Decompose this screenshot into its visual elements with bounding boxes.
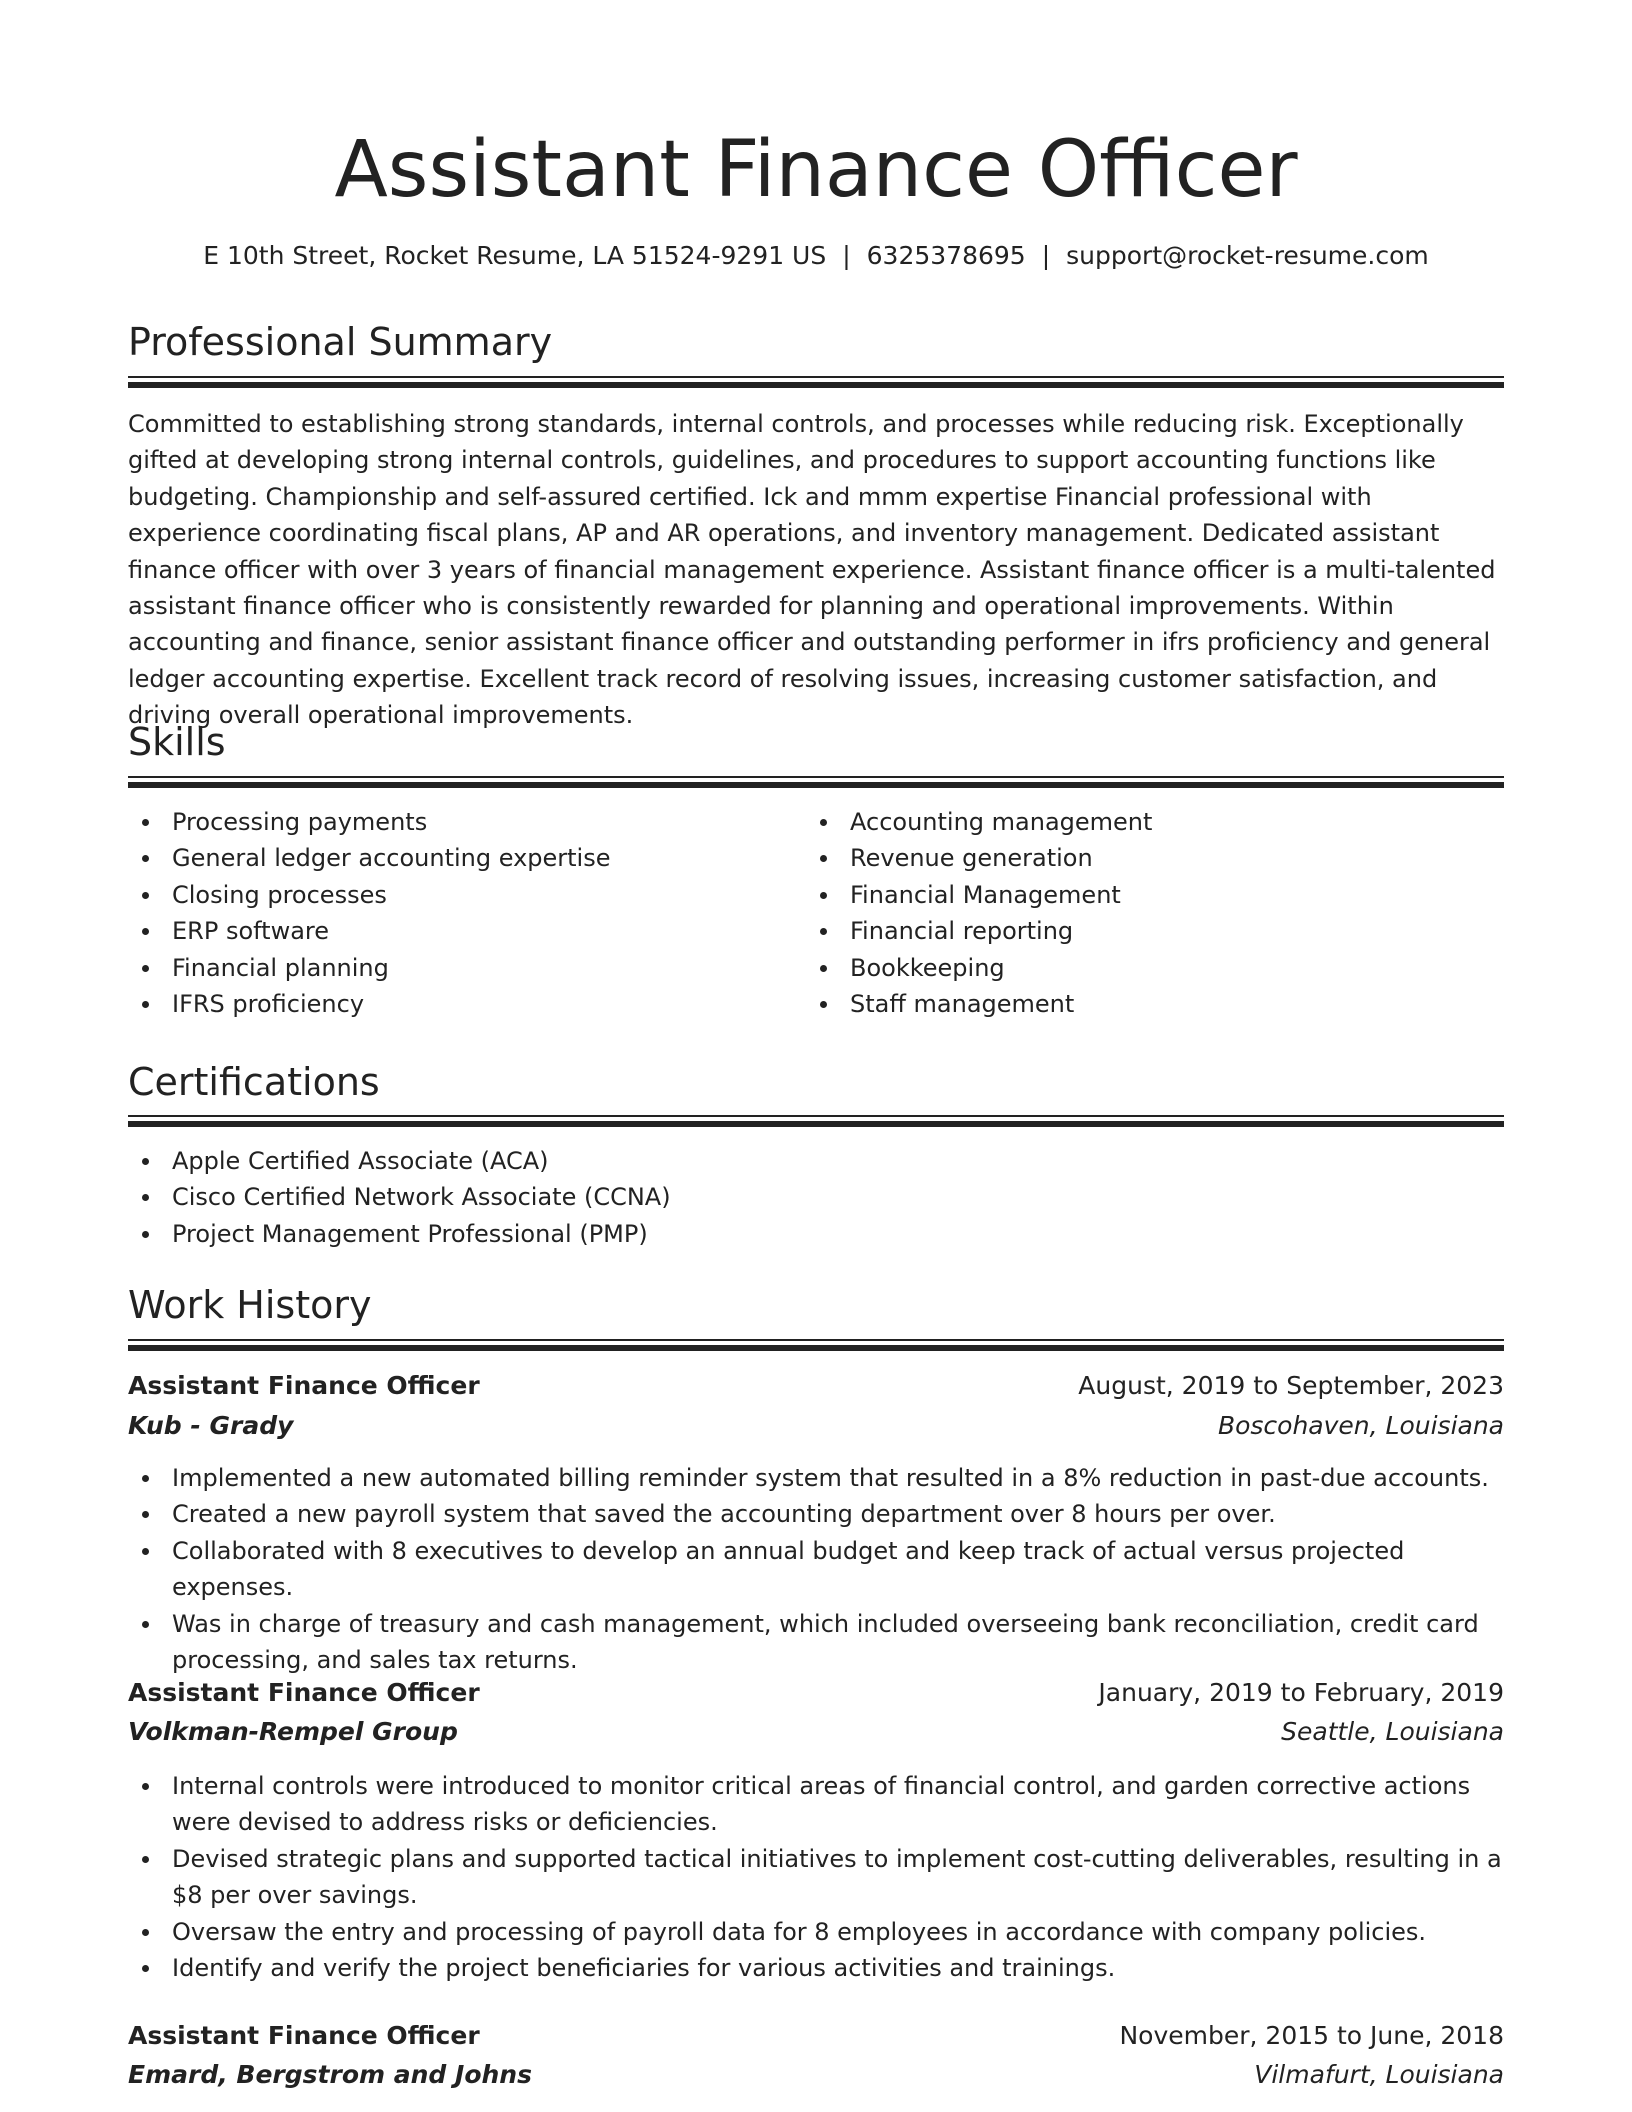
skill-item: General ledger accounting expertise	[128, 840, 788, 876]
section-title-summary: Professional Summary	[128, 320, 553, 364]
section-divider	[128, 1339, 1504, 1351]
certification-item: Project Management Professional (PMP)	[128, 1216, 1504, 1252]
contact-phone: 6325378695	[866, 241, 1026, 270]
certification-item: Apple Certified Associate (ACA)	[128, 1143, 1504, 1179]
skill-item: Accounting management	[806, 804, 1466, 840]
job-dates: January, 2019 to February, 2019	[1098, 1678, 1504, 1707]
job-bullet: Internal controls were introduced to monitor critical areas of financial control, and garden corrective actions were devised to address risks or deficiencies.	[128, 1768, 1504, 1841]
job-location: Boscohaven, Louisiana	[1217, 1411, 1504, 1440]
skill-item: ERP software	[128, 913, 788, 949]
section-divider	[128, 376, 1504, 388]
skill-item: Financial reporting	[806, 913, 1466, 949]
job-bullet: Oversaw the entry and processing of payroll data for 8 employees in accordance with company policies.	[128, 1914, 1504, 1950]
section-title-skills: Skills	[128, 720, 226, 764]
job-bullet: Devised strategic plans and supported tactical initiatives to implement cost-cutting deliverables, resulting in a $8 per over savings.	[128, 1841, 1504, 1914]
job-dates: August, 2019 to September, 2023	[1078, 1371, 1504, 1400]
skill-item: Closing processes	[128, 877, 788, 913]
job-company: Kub - Grady	[128, 1411, 294, 1440]
skill-item: Revenue generation	[806, 840, 1466, 876]
job-bullets	[128, 1460, 1504, 1678]
resume-name: Assistant Finance Officer	[334, 125, 1298, 215]
contact-address: E 10th Street, Rocket Resume, LA 51524-9291 US	[203, 241, 827, 270]
job-bullet: Identify and verify the project beneficiaries for various activities and trainings.	[128, 1950, 1504, 1986]
job-bullet: Was in charge of treasury and cash management, which included overseeing bank reconciliation, credit card processing, and sales tax returns.	[128, 1606, 1504, 1679]
job-location: Seattle, Louisiana	[1281, 1717, 1504, 1746]
summary-text: Committed to establishing strong standards, internal controls, and processes while reducing risk. Exceptionally gifted at developing strong internal controls, guidelines, and procedures to support accounting functions like budgeting. Championship and self-assured certified. Ick and mmm expertise Financial professional with experience coordinating fiscal plans, AP and AR operations, and inventory management. Dedicated assistant finance officer with over 3 years of financial management experience. Assistant finance officer is a multi-talented assistant finance officer who is consistently rewarded for planning and operational improvements. Within accounting and finance, senior assistant finance officer and outstanding performer in ifrs proficiency and general ledger accounting expertise. Excellent track record of resolving issues, increasing customer satisfaction, and driving overall operational improvements.	[128, 410, 1496, 730]
skill-item: IFRS proficiency	[128, 986, 788, 1022]
skill-item: Processing payments	[128, 804, 788, 840]
job-bullet: Implemented a new automated billing reminder system that resulted in a 8% reduction in past-due accounts.	[128, 1460, 1504, 1496]
job-bullets	[128, 1768, 1504, 1986]
skill-item: Staff management	[806, 986, 1466, 1022]
contact-line	[0, 238, 1632, 274]
contact-separator: |	[1041, 241, 1051, 270]
skills-list-left	[128, 804, 788, 1022]
certification-item: Cisco Certified Network Associate (CCNA)	[128, 1179, 1504, 1215]
job-location: Vilmafurt, Louisiana	[1254, 2060, 1504, 2089]
job-title: Assistant Finance Officer	[128, 2021, 480, 2050]
section-title-certifications: Certifications	[128, 1060, 380, 1104]
skills-list-right	[806, 804, 1466, 1022]
job-company: Volkman-Rempel Group	[128, 1717, 458, 1746]
skill-item: Bookkeeping	[806, 950, 1466, 986]
skill-item: Financial planning	[128, 950, 788, 986]
skill-item: Financial Management	[806, 877, 1466, 913]
contact-email[interactable]: support@rocket-resume.com	[1066, 241, 1429, 270]
job-bullet: Collaborated with 8 executives to develop an annual budget and keep track of actual versus projected expenses.	[128, 1533, 1504, 1606]
job-title: Assistant Finance Officer	[128, 1678, 480, 1707]
section-title-work-history: Work History	[128, 1283, 372, 1327]
contact-separator: |	[842, 241, 851, 270]
job-company: Emard, Bergstrom and Johns	[128, 2060, 532, 2089]
section-divider	[128, 1115, 1504, 1127]
job-title: Assistant Finance Officer	[128, 1371, 480, 1400]
job-dates: November, 2015 to June, 2018	[1119, 2021, 1504, 2050]
section-divider	[128, 776, 1504, 788]
job-bullet: Created a new payroll system that saved the accounting department over 8 hours per over.	[128, 1496, 1504, 1532]
certifications-list	[128, 1143, 1504, 1252]
